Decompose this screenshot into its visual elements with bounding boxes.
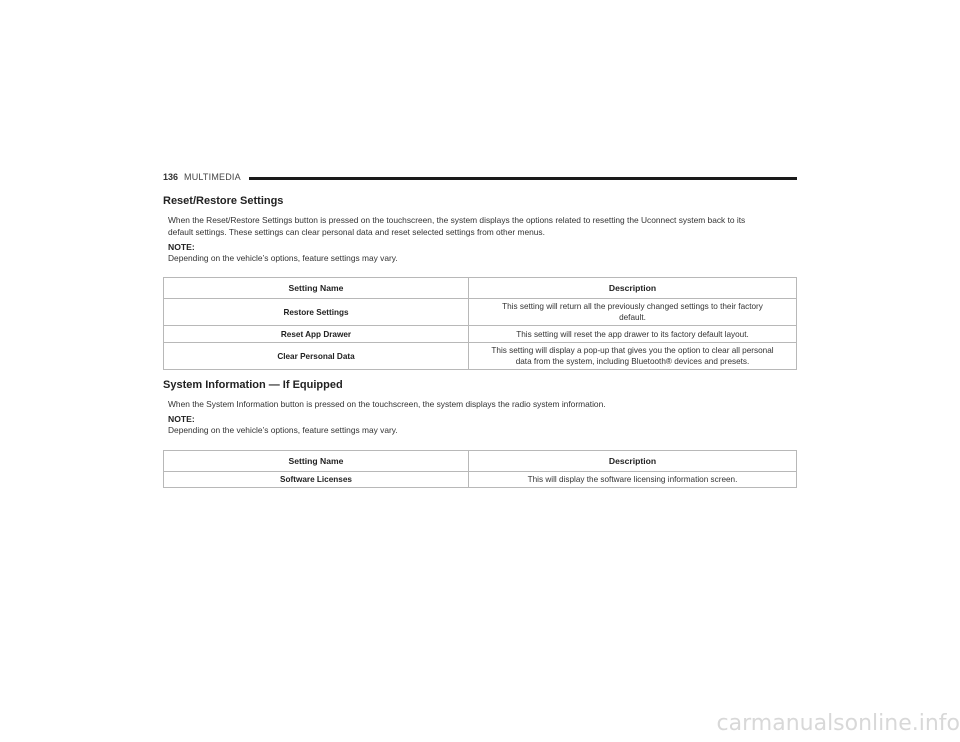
description-line: This setting will display a pop-up that gives you the option to clear all personal: [491, 346, 774, 355]
column-header-description: Description: [469, 451, 797, 472]
column-header-setting-name: Setting Name: [164, 451, 469, 472]
setting-description: [469, 343, 797, 370]
table-row: [164, 299, 797, 326]
page-header: [163, 172, 797, 186]
sysinfo-settings-table: [163, 450, 797, 488]
sysinfo-note-label: NOTE:: [168, 414, 195, 424]
table-row: [164, 343, 797, 370]
setting-name: Restore Settings: [164, 299, 469, 326]
reset-intro-line-1: When the Reset/Restore Settings button is pressed on the touchscreen, the system displays the options related to resetting the Uconnect system back to its: [168, 215, 746, 225]
reset-intro: [168, 214, 798, 238]
setting-name: Reset App Drawer: [164, 326, 469, 343]
setting-description: [469, 299, 797, 326]
reset-note-label: NOTE:: [168, 242, 195, 252]
header-rule: [249, 177, 797, 180]
setting-name: Software Licenses: [164, 472, 469, 488]
watermark: carmanualsonline.info: [716, 711, 960, 736]
table-header-row: [164, 278, 797, 299]
table-row: [164, 326, 797, 343]
description-line: data from the system, including Bluetooth® devices and presets.: [515, 357, 750, 366]
reset-section-title: Reset/Restore Settings: [163, 195, 284, 207]
section-name: MULTIMEDIA: [184, 172, 241, 182]
sysinfo-intro: When the System Information button is pressed on the touchscreen, the system displays the radio system information.: [168, 399, 606, 409]
sysinfo-section-title: System Information — If Equipped: [163, 379, 343, 391]
reset-settings-table: [163, 277, 797, 370]
table-header-row: [164, 451, 797, 472]
description-line: This setting will return all the previously changed settings to their factory: [502, 302, 763, 311]
setting-description: This will display the software licensing information screen.: [469, 472, 797, 488]
reset-intro-line-2: default settings. These settings can clear personal data and reset selected settings from other menus.: [168, 227, 545, 237]
page-number: 136: [163, 172, 179, 182]
column-header-setting-name: Setting Name: [164, 278, 469, 299]
setting-name: Clear Personal Data: [164, 343, 469, 370]
sysinfo-note-text: Depending on the vehicle’s options, feature settings may vary.: [168, 425, 398, 435]
description-line: default.: [619, 313, 646, 322]
reset-note-text: Depending on the vehicle’s options, feature settings may vary.: [168, 253, 398, 263]
setting-description: This setting will reset the app drawer to its factory default layout.: [469, 326, 797, 343]
column-header-description: Description: [469, 278, 797, 299]
table-row: [164, 472, 797, 488]
